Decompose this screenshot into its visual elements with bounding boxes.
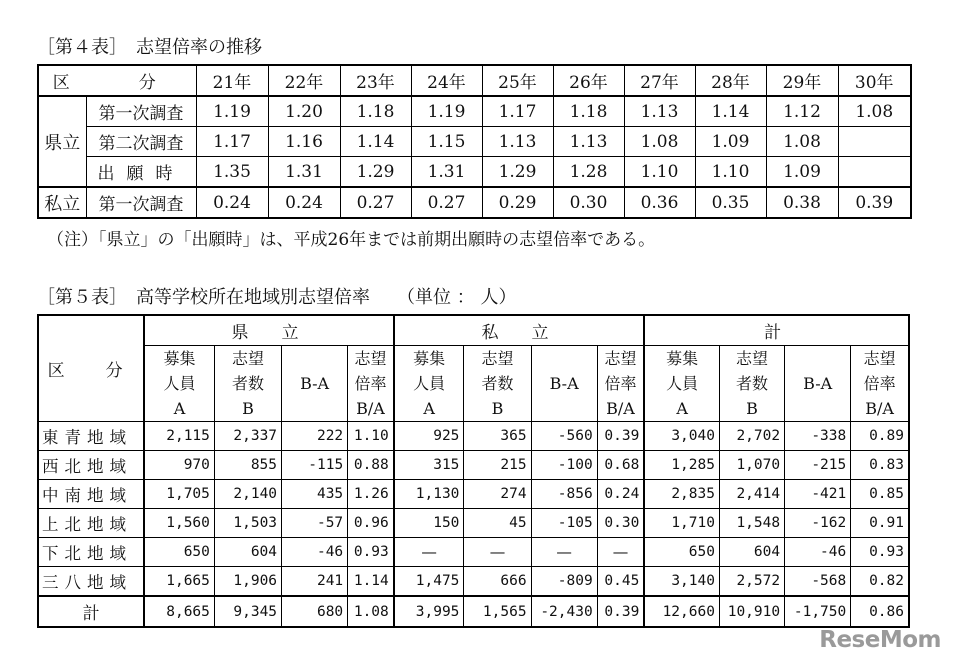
table-cell: 1,906 — [214, 567, 281, 597]
row-label: 第一次調査 — [86, 187, 196, 218]
table-cell: 274 — [464, 480, 531, 509]
table-cell: 1,070 — [719, 451, 784, 480]
col-header-boshu: 募集 人員 A — [394, 346, 464, 422]
table-cell: -2,430 — [531, 596, 597, 627]
table-cell: 1.08 — [624, 127, 695, 157]
table-cell: 1.35 — [196, 157, 268, 188]
table-cell: 1,710 — [644, 509, 719, 538]
table-cell: -100 — [531, 451, 597, 480]
year-header: 30年 — [838, 65, 911, 96]
table-cell: 241 — [282, 567, 348, 597]
col-header-diff: B-A — [785, 346, 851, 422]
table-cell: 0.86 — [851, 596, 909, 627]
table-cell: 1.15 — [411, 127, 482, 157]
resemom-watermark-logo: ReseMom — [819, 627, 941, 653]
col-header-shibou: 志望 者数 B — [214, 346, 281, 422]
table-cell: -162 — [785, 509, 851, 538]
row-label: 三八地域 — [38, 567, 144, 597]
table4-note: （注）「県立」の「出願時」は、平成26年までは前期出願時の志望倍率である。 — [47, 230, 656, 250]
table-cell: — — [597, 538, 644, 567]
table-cell: 9,345 — [214, 596, 281, 627]
table-row — [38, 127, 911, 157]
table-cell: 0.93 — [851, 538, 909, 567]
table-cell: 0.83 — [851, 451, 909, 480]
table-cell: -568 — [785, 567, 851, 597]
table-cell: 1.29 — [482, 157, 553, 188]
table-cell: 3,140 — [644, 567, 719, 597]
row-label: 西北地域 — [38, 451, 144, 480]
table-cell: -1,750 — [785, 596, 851, 627]
table-cell: 1.20 — [268, 96, 340, 127]
table-cell: 2,414 — [719, 480, 784, 509]
table-cell: 650 — [644, 538, 719, 567]
table-cell: 0.88 — [348, 451, 394, 480]
table-cell: -809 — [531, 567, 597, 597]
table-cell: 1.08 — [348, 596, 394, 627]
table-row — [38, 422, 909, 451]
table-cell: 925 — [394, 422, 464, 451]
table-cell: 3,040 — [644, 422, 719, 451]
year-header: 24年 — [411, 65, 482, 96]
row-label: 計 — [38, 596, 144, 627]
row-label: 上北地域 — [38, 509, 144, 538]
table-cell: 0.82 — [851, 567, 909, 597]
table-cell: 0.39 — [597, 422, 644, 451]
regional-aspiration-ratio-table — [37, 314, 910, 628]
table-cell: 0.39 — [838, 187, 911, 218]
year-header: 29年 — [766, 65, 838, 96]
table-cell: 1.09 — [766, 157, 838, 188]
table-cell: 0.45 — [597, 567, 644, 597]
table-cell: 1.17 — [196, 127, 268, 157]
table-row — [38, 509, 909, 538]
table-cell: 1,560 — [144, 509, 214, 538]
table-cell: 12,660 — [644, 596, 719, 627]
table-cell: 0.30 — [597, 509, 644, 538]
table-cell: 1.13 — [482, 127, 553, 157]
table-cell: 8,665 — [144, 596, 214, 627]
table-cell: 1.08 — [766, 127, 838, 157]
table-cell: -215 — [785, 451, 851, 480]
table-cell: -46 — [785, 538, 851, 567]
table-cell: 1.12 — [766, 96, 838, 127]
table-cell: 215 — [464, 451, 531, 480]
table-cell: 680 — [282, 596, 348, 627]
table-cell: 855 — [214, 451, 281, 480]
kubun-header: 区 分 — [38, 315, 144, 422]
col-header-shibou: 志望 者数 B — [719, 346, 784, 422]
table-cell: 1,665 — [144, 567, 214, 597]
table-row — [38, 451, 909, 480]
table-cell: 1.08 — [838, 96, 911, 127]
col-header-shibou: 志望 者数 B — [464, 346, 531, 422]
table-cell: 0.30 — [553, 187, 624, 218]
year-header: 22年 — [268, 65, 340, 96]
table-cell: 604 — [719, 538, 784, 567]
table-cell: 1.31 — [411, 157, 482, 188]
row-label: 第一次調査 — [86, 96, 196, 127]
table-cell: 1,565 — [464, 596, 531, 627]
table-cell — [838, 157, 911, 188]
table-row — [38, 567, 909, 597]
year-header: 23年 — [340, 65, 411, 96]
col-header-diff: B-A — [531, 346, 597, 422]
table-cell: 650 — [144, 538, 214, 567]
table-cell: 1.14 — [340, 127, 411, 157]
table-cell: 2,702 — [719, 422, 784, 451]
table-cell: 2,140 — [214, 480, 281, 509]
table-row — [38, 96, 911, 127]
table-cell: 1.13 — [553, 127, 624, 157]
table-cell: 1,503 — [214, 509, 281, 538]
table-cell: 0.68 — [597, 451, 644, 480]
table-cell: 1.14 — [348, 567, 394, 597]
kubun-header: 区 分 — [38, 65, 196, 96]
col-header-ratio: 志望 倍率 B/A — [348, 346, 394, 422]
col-header-boshu: 募集 人員 A — [644, 346, 719, 422]
table5-subheader-row — [38, 346, 909, 422]
table-cell: 1.18 — [340, 96, 411, 127]
table4-header-row — [38, 65, 911, 96]
table-cell: -105 — [531, 509, 597, 538]
table-cell: 1.13 — [624, 96, 695, 127]
table-cell: 0.24 — [268, 187, 340, 218]
table-cell: 0.91 — [851, 509, 909, 538]
table-cell: 0.35 — [695, 187, 766, 218]
kenritsu-group-label: 県立 — [38, 96, 86, 187]
table-cell: 1,475 — [394, 567, 464, 597]
table-cell: 604 — [214, 538, 281, 567]
table-cell: -856 — [531, 480, 597, 509]
table-cell: 0.29 — [482, 187, 553, 218]
row-label: 第二次調査 — [86, 127, 196, 157]
table4-caption: ［第４表］ 志望倍率の推移 — [37, 37, 262, 58]
table-cell: -57 — [282, 509, 348, 538]
table-cell: 1.31 — [268, 157, 340, 188]
table-row — [38, 538, 909, 567]
year-header: 28年 — [695, 65, 766, 96]
table-cell: 3,995 — [394, 596, 464, 627]
table-cell: 1.10 — [624, 157, 695, 188]
table-cell: 1.09 — [695, 127, 766, 157]
table-cell: 0.89 — [851, 422, 909, 451]
year-header: 25年 — [482, 65, 553, 96]
aspiration-ratio-trend-table — [37, 64, 912, 219]
table-cell: 0.38 — [766, 187, 838, 218]
table-cell: 970 — [144, 451, 214, 480]
table-cell: 1.19 — [411, 96, 482, 127]
table-cell: 1.26 — [348, 480, 394, 509]
row-label: 中南地域 — [38, 480, 144, 509]
table-cell: 1,548 — [719, 509, 784, 538]
table-row — [38, 480, 909, 509]
col-header-ratio: 志望 倍率 B/A — [597, 346, 644, 422]
table-cell: — — [394, 538, 464, 567]
table-cell — [838, 127, 911, 157]
table-cell: 315 — [394, 451, 464, 480]
table-cell: 1,705 — [144, 480, 214, 509]
table-cell: 0.24 — [597, 480, 644, 509]
table-cell: 150 — [394, 509, 464, 538]
table-cell: 0.24 — [196, 187, 268, 218]
table-cell: 0.36 — [624, 187, 695, 218]
table-cell: 0.85 — [851, 480, 909, 509]
table-cell: 2,835 — [644, 480, 719, 509]
table-cell: 2,572 — [719, 567, 784, 597]
table-cell: 666 — [464, 567, 531, 597]
table-cell: 0.39 — [597, 596, 644, 627]
table-cell: -115 — [282, 451, 348, 480]
group-header-kenritsu: 県 立 — [144, 315, 394, 346]
col-header-boshu: 募集 人員 A — [144, 346, 214, 422]
table-cell: 1,130 — [394, 480, 464, 509]
table-cell: 0.27 — [411, 187, 482, 218]
table-cell: — — [531, 538, 597, 567]
table-cell: 0.27 — [340, 187, 411, 218]
row-label: 東青地域 — [38, 422, 144, 451]
table-cell: 1.18 — [553, 96, 624, 127]
table-cell: 1,285 — [644, 451, 719, 480]
table-cell: 0.93 — [348, 538, 394, 567]
row-label: 出願時 — [86, 157, 196, 188]
table-cell: 365 — [464, 422, 531, 451]
shiritsu-group-label: 私立 — [38, 187, 86, 218]
table-cell: — — [464, 538, 531, 567]
year-header: 26年 — [553, 65, 624, 96]
row-label: 下北地域 — [38, 538, 144, 567]
table-cell: 2,115 — [144, 422, 214, 451]
table-row — [38, 187, 911, 218]
col-header-ratio: 志望 倍率 B/A — [851, 346, 909, 422]
table-cell: -338 — [785, 422, 851, 451]
table-row — [38, 157, 911, 188]
total-row — [38, 596, 909, 627]
year-header: 21年 — [196, 65, 268, 96]
table-cell: 1.14 — [695, 96, 766, 127]
table-cell: 1.10 — [695, 157, 766, 188]
col-header-diff: B-A — [282, 346, 348, 422]
table-cell: 1.16 — [268, 127, 340, 157]
table-cell: 1.17 — [482, 96, 553, 127]
group-header-total: 計 — [644, 315, 909, 346]
table-cell: 10,910 — [719, 596, 784, 627]
table5-caption: ［第５表］ 高等学校所在地域別志望倍率 （単位 ： 人） — [37, 287, 517, 308]
table-cell: 222 — [282, 422, 348, 451]
table-cell: -560 — [531, 422, 597, 451]
table-cell: 0.96 — [348, 509, 394, 538]
table-cell: 1.28 — [553, 157, 624, 188]
table-cell: -421 — [785, 480, 851, 509]
table-cell: 1.19 — [196, 96, 268, 127]
group-header-shiritsu: 私 立 — [394, 315, 645, 346]
table-cell: -46 — [282, 538, 348, 567]
table-cell: 45 — [464, 509, 531, 538]
year-header: 27年 — [624, 65, 695, 96]
table-cell: 435 — [282, 480, 348, 509]
table-cell: 2,337 — [214, 422, 281, 451]
table-cell: 1.29 — [340, 157, 411, 188]
table-cell: 1.10 — [348, 422, 394, 451]
table5-group-row — [38, 315, 909, 346]
